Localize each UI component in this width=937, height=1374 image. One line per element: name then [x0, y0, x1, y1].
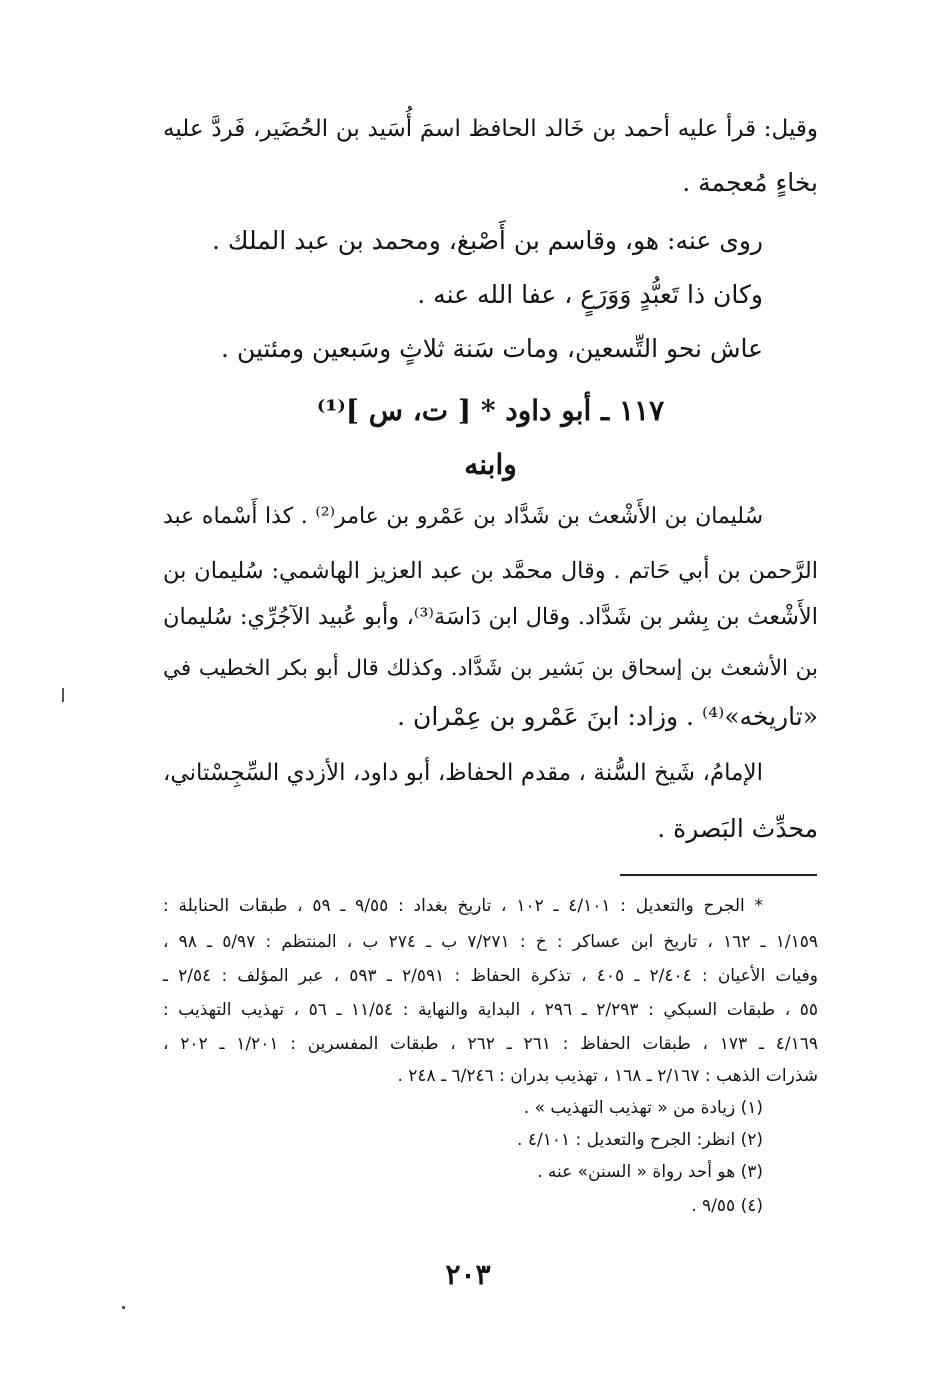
- scan-dot: [122, 1306, 125, 1309]
- footnote-4: (٤) ٩/٥٥ .: [691, 1196, 763, 1216]
- body-line-5: عاش نحو التِّسعين، ومات سَنة ثلاثٍ وسَبعين ومئتين .: [221, 334, 763, 363]
- footnote-sources-line-6: شذرات الذهب : ٢/١٦٧ ـ ١٦٨ ، تهذيب بدران : ٦/٢٤٦ ـ ٢٤٨ .: [397, 1066, 818, 1086]
- footnote-sources-line-5: ٤/١٦٩ ـ ١٧٣ ، طبقات الحفاظ : ٢٦١ ـ ٢٦٢ ، طبقات المفسرين : ١/٢٠١ ـ ٢٠٢ ،: [163, 1034, 818, 1054]
- footnote-separator: [620, 874, 817, 876]
- footnote-sources-line-3: وفيات الأعيان : ٢/٤٠٤ ـ ٤٠٥ ، تذكرة الحفاظ : ٢/٥٩١ ـ ٥٩٣ ، عبر المؤلف : ٢/٥٤ ـ: [163, 966, 818, 986]
- bio-line-1: سُليمان بن الأَشْعث بن شَدَّاد بن عَمْرو بن عامر⁽²⁾ . كذا أَسْماه عبد: [163, 504, 764, 529]
- body-line-2: بخاءٍ مُعجمة .: [682, 168, 818, 197]
- footnote-3: (٣) هو أحد رواة « السنن» عنه .: [537, 1162, 763, 1182]
- body-line-4: وكان ذا تَعبُّدٍ وَوَرَعٍ ، عفا الله عنه .: [417, 280, 763, 309]
- title-line-2: محدِّث البَصرة .: [657, 814, 818, 843]
- entry-subtitle: وابنه: [464, 448, 517, 481]
- bio-line-4: بن الأشعث بن إسحاق بن بَشير بن شَدَّاد. وكذلك قال أبو بكر الخطيب في: [163, 656, 818, 681]
- body-line-3: روى عنه: هو، وقاسم بن أَصْبغ، ومحمد بن عبد الملك .: [211, 226, 763, 255]
- entry-heading: ١١٧ ـ أبو داود * [ ت، س ]⁽¹⁾: [316, 394, 665, 427]
- page-number: ٢٠٣: [445, 1258, 491, 1291]
- bio-line-3: الأَشْعث بن بِشر بن شَدَّاد. وقال ابن دَاسَة⁽³⁾، وأبو عُبيد الآجُرِّي: سُليمان: [163, 604, 818, 630]
- footnote-sources-line-1: * الجرح والتعديل : ٤/١٠١ ـ ١٠٢ ، تاريخ بغداد : ٩/٥٥ ـ ٥٩ ، طبقات الحنابلة :: [163, 896, 763, 916]
- title-line-1: الإمامُ، شَيخ السُّنة ، مقدم الحفاظ، أبو داود، الأزدي السِّجِسْتاني،: [163, 760, 763, 786]
- footnote-sources-line-2: ١/١٥٩ ـ ١٦٢ ، تاريخ ابن عساكر : خ : ٧/٢٧١ ب ـ ٢٧٤ ب ، المنتظم : ٥/٩٧ ـ ٩٨ ،: [163, 932, 818, 952]
- footnote-sources-line-4: ٥٥ ، طبقات السبكي : ٢/٢٩٣ ـ ٢٩٦ ، البداية والنهاية : ١١/٥٤ ـ ٥٦ ، تهذيب التهذيب :: [163, 1000, 818, 1020]
- bio-line-2: الرَّحمن بن أبي حَاتم . وقال محمَّد بن عبد العزيز الهاشمي: سُليمان بن: [163, 558, 818, 584]
- bio-line-5: «تاريخه»⁽⁴⁾ . وزاد: ابنَ عَمْرو بن عِمْران .: [397, 702, 818, 731]
- footnote-2: (٢) انظر: الجرح والتعديل : ٤/١٠١ .: [517, 1130, 763, 1150]
- footnote-1: (١) زيادة من « تهذيب التهذيب » .: [523, 1098, 763, 1118]
- scan-mark: [62, 688, 64, 702]
- body-line-1: وقيل: قرأ عليه أحمد بن خَالد الحافظ اسمَ أُسَيد بن الحُضَير، فَردَّ عليه: [163, 116, 818, 142]
